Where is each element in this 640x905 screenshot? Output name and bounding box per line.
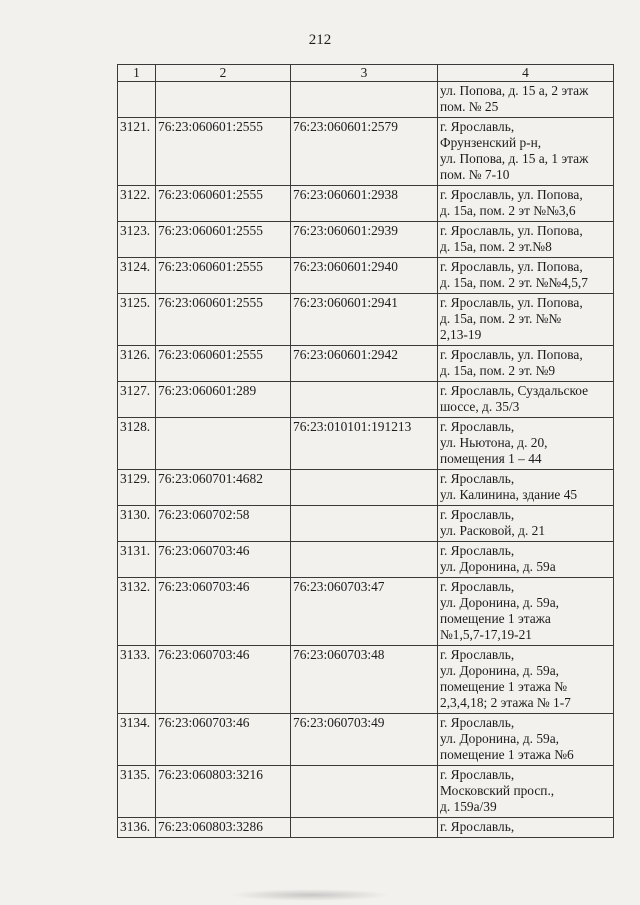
object-cadastral-number: 76:23:060601:2942 — [291, 346, 438, 382]
address-line: шоссе, д. 35/3 — [440, 399, 520, 414]
address-line: д. 15а, пом. 2 эт. №№ — [440, 311, 562, 326]
address-cell — [438, 818, 614, 838]
address-cell — [438, 766, 614, 818]
column-header: 4 — [438, 65, 614, 82]
object-cadastral-number — [291, 506, 438, 542]
address-cell — [438, 646, 614, 714]
land-cadastral-number: 76:23:060703:46 — [156, 646, 291, 714]
address-line: г. Ярославль, — [440, 543, 515, 558]
address-line: пом. № 7-10 — [440, 167, 510, 182]
row-number: 3132. — [118, 578, 156, 646]
row-number: 3122. — [118, 186, 156, 222]
object-cadastral-number — [291, 766, 438, 818]
land-cadastral-number: 76:23:060703:46 — [156, 714, 291, 766]
address-line: г. Ярославль, — [440, 419, 515, 434]
land-cadastral-number: 76:23:060702:58 — [156, 506, 291, 542]
address-line: ул. Ньютона, д. 20, — [440, 435, 548, 450]
object-cadastral-number — [291, 470, 438, 506]
table-row — [118, 578, 614, 646]
object-cadastral-number: 76:23:060601:2941 — [291, 294, 438, 346]
address-line: г. Ярославль, — [440, 647, 515, 662]
address-line: пом. № 25 — [440, 99, 499, 114]
object-cadastral-number: 76:23:060601:2938 — [291, 186, 438, 222]
table-row — [118, 118, 614, 186]
address-line: г. Ярославль, ул. Попова, — [440, 259, 583, 274]
address-cell — [438, 578, 614, 646]
address-cell — [438, 542, 614, 578]
address-line: помещение 1 этажа №6 — [440, 747, 574, 762]
address-line: д. 15а, пом. 2 эт. №9 — [440, 363, 556, 378]
address-line: г. Ярославль, — [440, 471, 515, 486]
table-row — [118, 294, 614, 346]
table-row — [118, 418, 614, 470]
address-line: помещение 1 этажа № — [440, 679, 567, 694]
land-cadastral-number: 76:23:060601:2555 — [156, 222, 291, 258]
object-cadastral-number — [291, 382, 438, 418]
address-cell — [438, 222, 614, 258]
address-line: г. Ярославль, — [440, 119, 515, 134]
land-cadastral-number: 76:23:060703:46 — [156, 578, 291, 646]
object-cadastral-number: 76:23:010101:191213 — [291, 418, 438, 470]
address-line: д. 15а, пом. 2 эт №№3,6 — [440, 203, 576, 218]
address-line: Фрунзенский р-н, — [440, 135, 542, 150]
page-number: 212 — [308, 32, 332, 48]
address-line: г. Ярославль, — [440, 767, 515, 782]
object-cadastral-number: 76:23:060703:47 — [291, 578, 438, 646]
address-line: д. 159а/39 — [440, 799, 497, 814]
address-line: ул. Доронина, д. 59а — [440, 559, 556, 574]
address-line: д. 15а, пом. 2 эт. №№4,5,7 — [440, 275, 588, 290]
column-header: 1 — [118, 65, 156, 82]
address-cell — [438, 470, 614, 506]
address-line: помещения 1 – 44 — [440, 451, 542, 466]
address-line: ул. Расковой, д. 21 — [440, 523, 546, 538]
row-number: 3129. — [118, 470, 156, 506]
row-number: 3128. — [118, 418, 156, 470]
address-line: 2,13-19 — [440, 327, 482, 342]
address-line: г. Ярославль, — [440, 819, 515, 834]
land-cadastral-number: 76:23:060601:289 — [156, 382, 291, 418]
land-cadastral-number: 76:23:060701:4682 — [156, 470, 291, 506]
object-cadastral-number: 76:23:060601:2940 — [291, 258, 438, 294]
address-cell — [438, 382, 614, 418]
address-line: д. 15а, пом. 2 эт.№8 — [440, 239, 552, 254]
table-row — [118, 382, 614, 418]
row-number: 3127. — [118, 382, 156, 418]
land-cadastral-number: 76:23:060803:3286 — [156, 818, 291, 838]
object-cadastral-number — [291, 542, 438, 578]
address-line: г. Ярославль, ул. Попова, — [440, 223, 583, 238]
address-line: ул. Калинина, здание 45 — [440, 487, 578, 502]
table-row — [118, 506, 614, 542]
address-line: ул. Доронина, д. 59а, — [440, 731, 560, 746]
address-line: г. Ярославль, ул. Попова, — [440, 187, 583, 202]
address-cell — [438, 82, 614, 118]
table-row — [118, 222, 614, 258]
object-cadastral-number: 76:23:060601:2579 — [291, 118, 438, 186]
row-number: 3123. — [118, 222, 156, 258]
table-row — [118, 818, 614, 838]
land-cadastral-number — [156, 82, 291, 118]
address-line: г. Ярославль, — [440, 579, 515, 594]
row-number: 3124. — [118, 258, 156, 294]
land-cadastral-number — [156, 418, 291, 470]
object-cadastral-number — [291, 818, 438, 838]
table-header-row — [118, 65, 614, 82]
row-number: 3130. — [118, 506, 156, 542]
table-row — [118, 258, 614, 294]
land-cadastral-number: 76:23:060601:2555 — [156, 346, 291, 382]
column-header: 2 — [156, 65, 291, 82]
land-cadastral-number: 76:23:060601:2555 — [156, 186, 291, 222]
object-cadastral-number — [291, 82, 438, 118]
property-registry-table — [117, 64, 614, 838]
address-line: г. Ярославль, ул. Попова, — [440, 295, 583, 310]
address-cell — [438, 294, 614, 346]
address-cell — [438, 418, 614, 470]
land-cadastral-number: 76:23:060601:2555 — [156, 258, 291, 294]
address-cell — [438, 506, 614, 542]
row-number: 3131. — [118, 542, 156, 578]
table-row — [118, 714, 614, 766]
row-number: 3121. — [118, 118, 156, 186]
table-row — [118, 542, 614, 578]
address-line: ул. Доронина, д. 59а, — [440, 663, 560, 678]
address-line: помещение 1 этажа — [440, 611, 551, 626]
address-line: ул. Доронина, д. 59а, — [440, 595, 560, 610]
address-line: г. Ярославль, — [440, 507, 515, 522]
object-cadastral-number: 76:23:060703:49 — [291, 714, 438, 766]
row-number: 3126. — [118, 346, 156, 382]
row-number: 3135. — [118, 766, 156, 818]
row-number: 3125. — [118, 294, 156, 346]
address-cell — [438, 118, 614, 186]
row-number — [118, 82, 156, 118]
row-number: 3136. — [118, 818, 156, 838]
table-row — [118, 766, 614, 818]
table-row — [118, 82, 614, 118]
table-row — [118, 470, 614, 506]
address-line: г. Ярославль, ул. Попова, — [440, 347, 583, 362]
address-line: 2,3,4,18; 2 этажа № 1-7 — [440, 695, 571, 710]
address-line: Московский просп., — [440, 783, 555, 798]
address-cell — [438, 346, 614, 382]
row-number: 3134. — [118, 714, 156, 766]
table-body — [118, 82, 614, 838]
column-header: 3 — [291, 65, 438, 82]
land-cadastral-number: 76:23:060803:3216 — [156, 766, 291, 818]
object-cadastral-number: 76:23:060601:2939 — [291, 222, 438, 258]
land-cadastral-number: 76:23:060703:46 — [156, 542, 291, 578]
address-line: г. Ярославль, Суздальское — [440, 383, 589, 398]
land-cadastral-number: 76:23:060601:2555 — [156, 294, 291, 346]
row-number: 3133. — [118, 646, 156, 714]
object-cadastral-number: 76:23:060703:48 — [291, 646, 438, 714]
table-row — [118, 346, 614, 382]
table-row — [118, 186, 614, 222]
address-line: ул. Попова, д. 15 а, 1 этаж — [440, 151, 589, 166]
address-cell — [438, 714, 614, 766]
table-row — [118, 646, 614, 714]
address-line: г. Ярославль, — [440, 715, 515, 730]
address-line: ул. Попова, д. 15 а, 2 этаж — [440, 83, 589, 98]
address-cell — [438, 258, 614, 294]
land-cadastral-number: 76:23:060601:2555 — [156, 118, 291, 186]
address-line: №1,5,7-17,19-21 — [440, 627, 532, 642]
address-cell — [438, 186, 614, 222]
scan-artifact — [230, 889, 390, 901]
